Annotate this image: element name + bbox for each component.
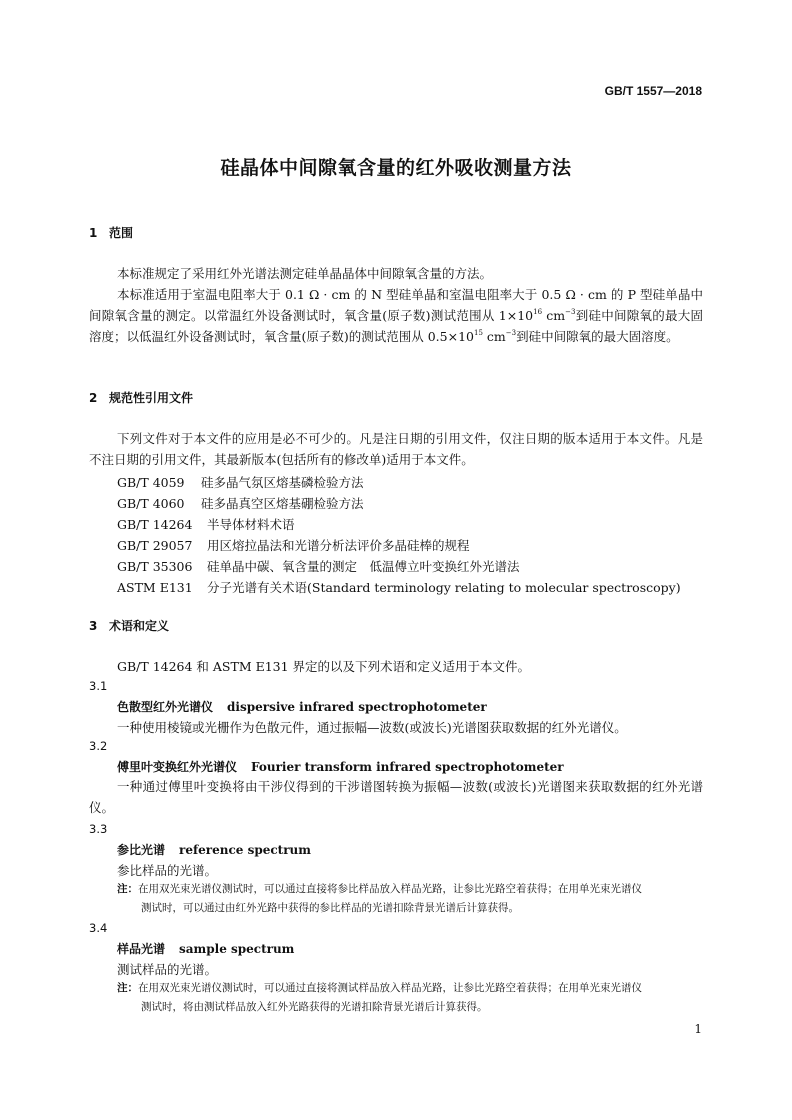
term-en: sample spectrum	[179, 942, 295, 956]
note-text: 测试时，可以通过由红外光路中获得的参比样品的光谱扣除背景光谱后计算获得。	[141, 902, 519, 914]
document-title: 硅晶体中间隙氧含量的红外吸收测量方法	[220, 157, 572, 179]
reference-code: GB/T 29057	[117, 538, 193, 553]
note-label: 注：	[117, 883, 138, 895]
term-number: 3.2	[89, 739, 108, 753]
superscript: −3	[565, 308, 576, 316]
section-title: 范围	[109, 226, 134, 240]
term-zh: 参比光谱	[117, 843, 166, 857]
section-title: 规范性引用文件	[109, 391, 194, 405]
superscript: 15	[474, 329, 483, 337]
normative-intro: 下列文件对于本文件的应用是必不可少的。凡是注日期的引用文件，仅注日期的版本适用于本文件。凡是不注日期的引用文件，其最新版本(包括所有的修改单)适用于本文件。	[89, 431, 703, 467]
standard-code: GB/T 1557—2018	[604, 84, 702, 98]
term-number: 3.4	[89, 921, 108, 935]
term-heading	[117, 758, 564, 775]
term-zh: 傅里叶变换红外光谱仪	[117, 760, 238, 774]
reference-title: 半导体材料术语	[207, 517, 295, 532]
note-text: 在用双光束光谱仪测试时，可以通过直接将参比样品放入样品光路，让参比光路空着获得；在用单光束光谱仪	[138, 883, 642, 895]
scope-paragraph-2	[89, 284, 703, 347]
reference-item	[117, 557, 520, 575]
terms-intro: GB/T 14264 和 ASTM E131 界定的以及下列术语和定义适用于本文件。	[117, 659, 531, 674]
page-number: 1	[694, 1022, 702, 1036]
reference-title: 硅单晶中碳、氧含量的测定 低温傅立叶变换红外光谱法	[207, 559, 520, 574]
reference-item	[117, 515, 295, 533]
reference-title: 分子光谱有关术语(Standard terminology relating to molecular spectroscopy)	[207, 580, 681, 595]
reference-item	[117, 473, 364, 491]
term-heading	[117, 940, 294, 957]
term-zh: 样品光谱	[117, 942, 166, 956]
term-definition: 测试样品的光谱。	[117, 962, 218, 977]
scope-text: 本标准适用于室温电阻率大于 0.1 Ω · cm 的 N 型硅单晶和室温电阻率大于 0.5 Ω · cm 的 P 型硅单晶中间隙氧含量的测定。以常温红外设备测试时，氧含量(原子数)测试范围从 1×10	[89, 287, 703, 323]
scope-text: cm	[482, 329, 506, 344]
term-zh: 色散型红外光谱仪	[117, 700, 214, 714]
reference-code: GB/T 4060	[117, 496, 185, 511]
section-number: 3	[89, 619, 98, 633]
note-text: 测试时，将由测试样品放入红外光路获得的光谱扣除背景光谱后计算获得。	[141, 1001, 488, 1013]
reference-item	[117, 536, 470, 554]
reference-title: 硅多晶气氛区熔基磷检验方法	[201, 475, 364, 490]
superscript: 16	[533, 308, 543, 316]
reference-item	[117, 578, 681, 596]
scope-text: 到硅中间隙氧的最大固溶度；以低温红外设备测试时，氧含量(原子数)的测试范围从 0.5×10	[89, 308, 704, 344]
term-heading	[117, 841, 311, 858]
section-number: 2	[89, 391, 98, 405]
term-definition: 一种通过傅里叶变换将由干涉仪得到的干涉谱图转换为振幅—波数(或波长)光谱图来获取数据的红外光谱仪。	[89, 779, 703, 815]
scope-text: 到硅中间隙氧的最大固溶度。	[516, 329, 679, 344]
note-label: 注：	[117, 982, 138, 994]
term-en: Fourier transform infrared spectrophotometer	[251, 760, 564, 774]
scope-text: cm	[542, 308, 566, 323]
term-note	[117, 979, 703, 1017]
term-note	[117, 880, 703, 918]
reference-code: GB/T 4059	[117, 475, 185, 490]
term-definition: 参比样品的光谱。	[117, 863, 218, 878]
term-number: 3.1	[89, 679, 108, 693]
reference-title: 用区熔拉晶法和光谱分析法评价多晶硅棒的规程	[207, 538, 470, 553]
scope-paragraph-1: 本标准规定了采用红外光谱法测定硅单晶晶体中间隙氧含量的方法。	[117, 266, 493, 281]
term-number: 3.3	[89, 822, 108, 836]
section-2-heading	[89, 389, 193, 406]
section-number: 1	[89, 226, 98, 240]
reference-code: ASTM E131	[117, 580, 193, 595]
section-3-heading	[89, 617, 169, 634]
term-en: reference spectrum	[179, 843, 311, 857]
reference-title: 硅多晶真空区熔基硼检验方法	[201, 496, 364, 511]
superscript: −3	[505, 329, 517, 337]
section-1-heading	[89, 224, 133, 241]
reference-code: GB/T 14264	[117, 517, 193, 532]
note-text: 在用双光束光谱仪测试时，可以通过直接将测试样品放入样品光路，让参比光路空着获得；在用单光束光谱仪	[138, 982, 642, 994]
term-en: dispersive infrared spectrophotometer	[227, 700, 487, 714]
term-heading	[117, 698, 487, 715]
reference-item	[117, 494, 364, 512]
section-title: 术语和定义	[109, 619, 170, 633]
reference-code: GB/T 35306	[117, 559, 193, 574]
term-definition: 一种使用棱镜或光栅作为色散元件，通过振幅—波数(或波长)光谱图获取数据的红外光谱仪。	[117, 720, 627, 735]
